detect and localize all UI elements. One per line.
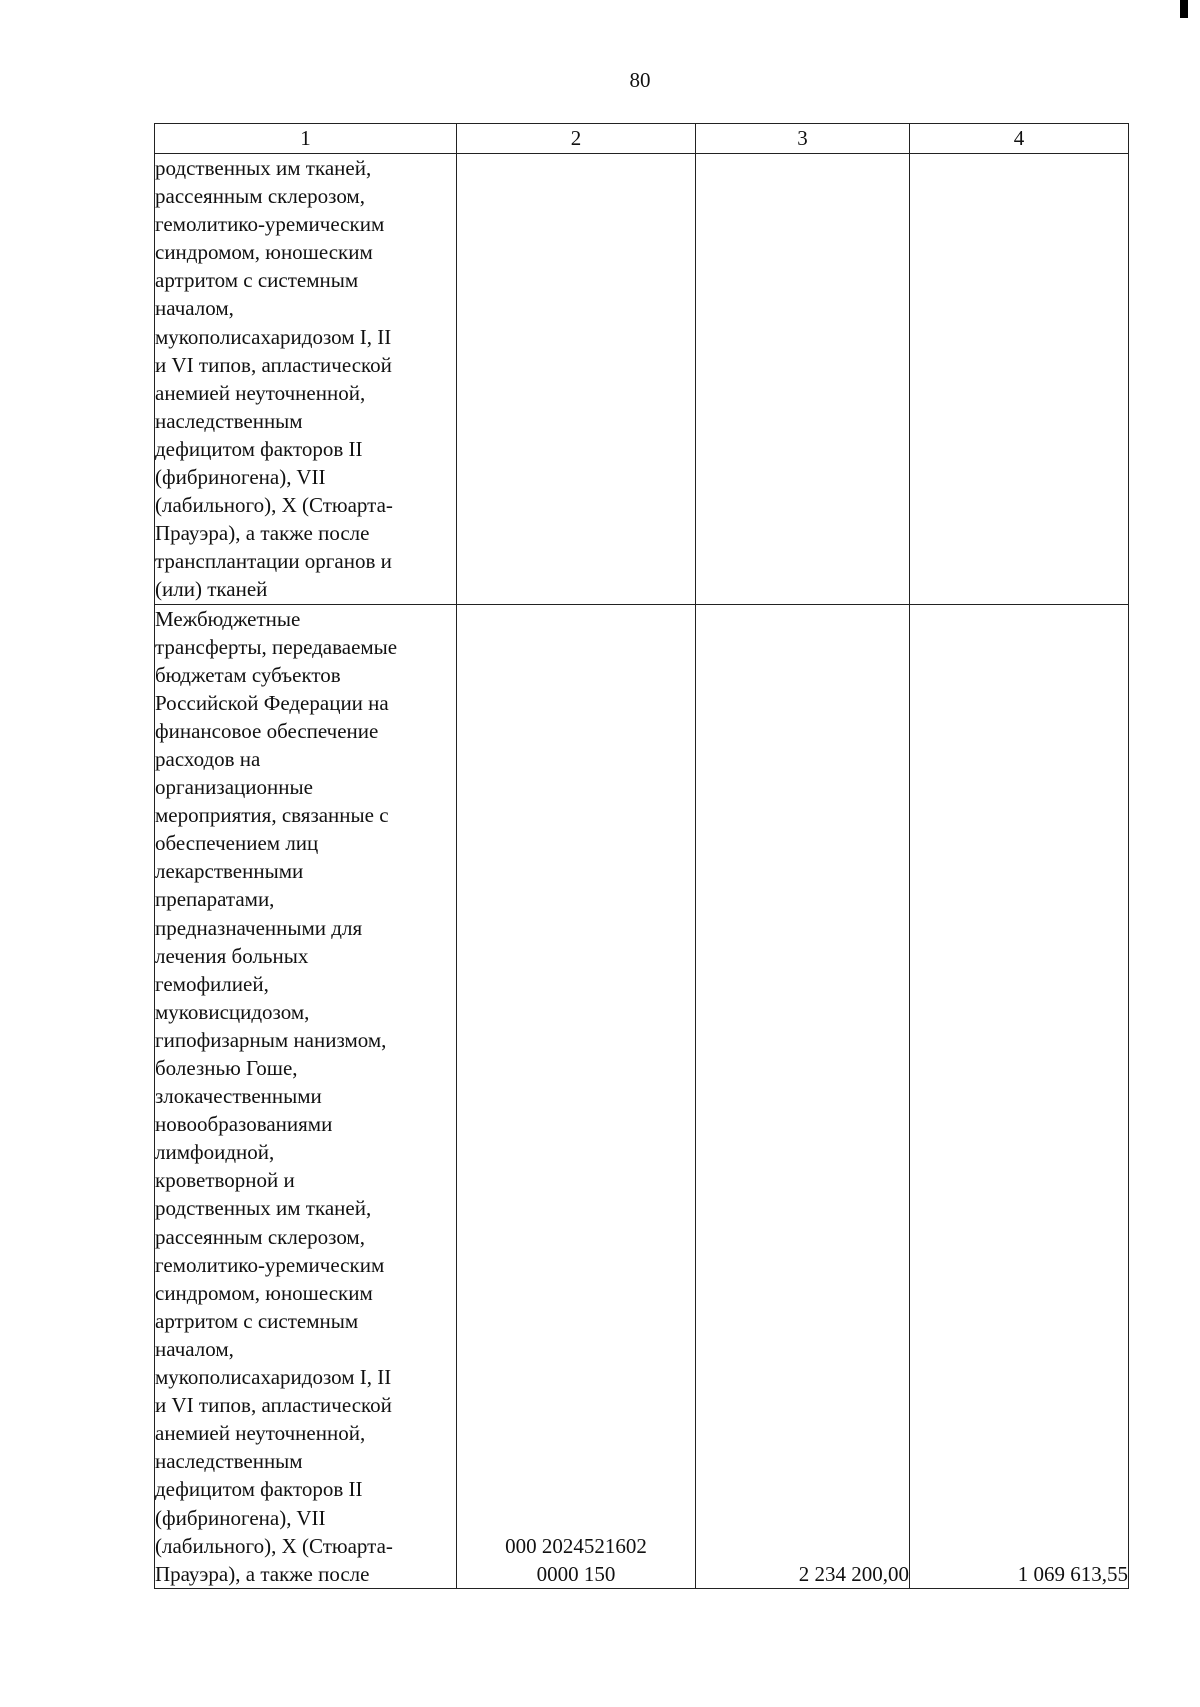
amount-executed: 1 069 613,55 [910,604,1129,1588]
page-number: 80 [629,68,651,92]
column-header-4: 4 [910,124,1129,154]
amount-approved: 2 234 200,00 [696,604,910,1588]
column-header-3: 3 [696,124,910,154]
row-description-cell [155,604,457,1588]
row-description: Межбюджетные трансферты, передаваемые бюджетам субъектов Российской Федерации на финансовое обеспечение расходов на организационные мероприятия, связанные с обеспечением лиц лекарственными препаратами, предназначенными для лечения больных гемофилией, муковисцидозом, гипофизарным нанизмом, болезнью Гоше, злокачественными новообразованиями лимфоидной, кроветворной и родственных им тканей, рассеянным склерозом, гемолитико-уремическим синдромом, юношеским артритом с системным началом, мукополисахаридозом I, II и VI типов, апластической анемией неуточненной, наследственным дефицитом факторов II (фибриногена), VII (лабильного), X (Стюарта- Прауэра), а также после [155,606,398,1586]
amount-approved [696,154,910,605]
row-description-cell [155,154,457,605]
column-header-1: 1 [155,124,457,154]
amount-executed [910,154,1129,605]
header-row [155,124,1129,154]
budget-table [154,123,1129,1589]
column-header-2: 2 [457,124,696,154]
row-description: родственных им тканей, рассеянным склерозом, гемолитико-уремическим синдромом, юношеским артритом с системным началом, мукополисахаридозом I, II и VI типов, апластической анемией неуточненной, наследственным дефицитом факторов II (фибриногена), VII (лабильного), X (Стюарта- Прауэра), а также после трансплантации органов и (или) тканей [155,156,393,602]
budget-code: 000 2024521602 0000 150 [457,604,696,1588]
table-row [155,154,1129,605]
scan-mark [1180,0,1188,18]
budget-code [457,154,696,605]
table-row [155,604,1129,1588]
